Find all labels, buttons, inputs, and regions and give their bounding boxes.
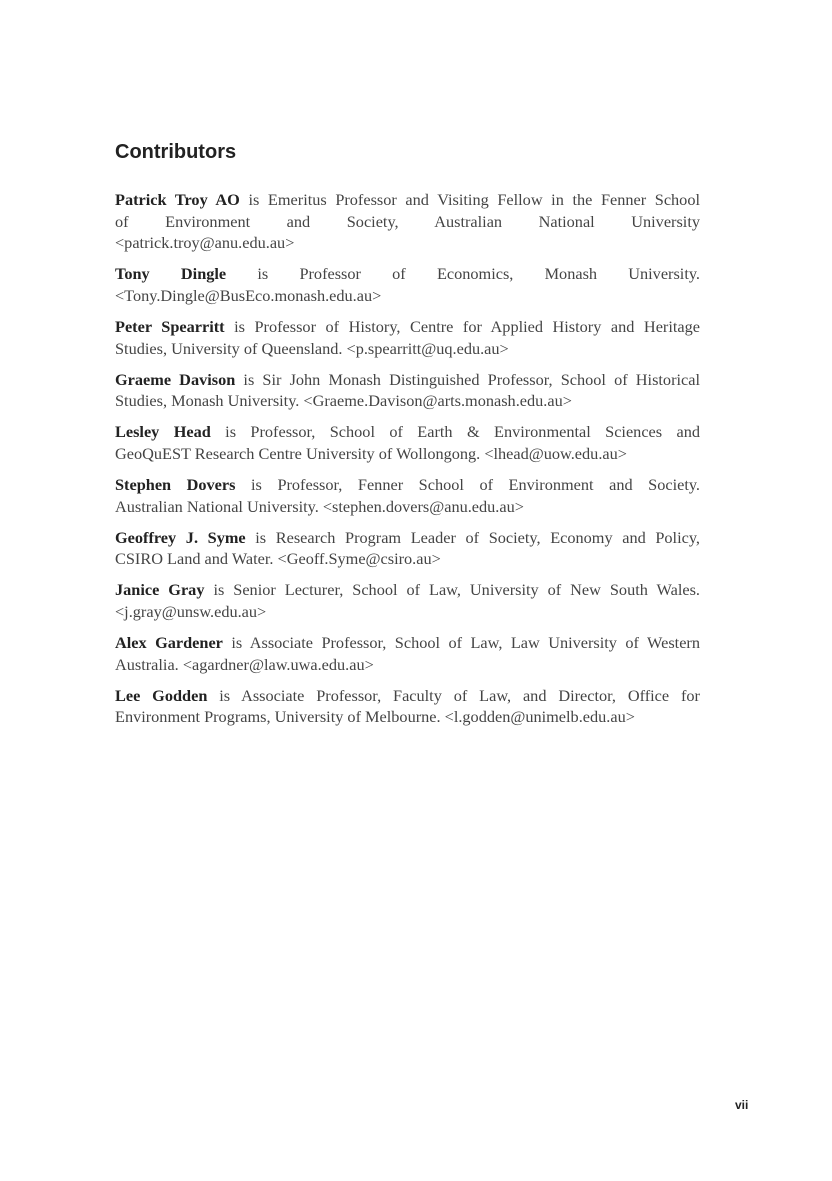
contributor-line	[115, 632, 700, 654]
contributor-name: Janice Gray	[115, 580, 205, 600]
contributor-line	[115, 685, 700, 707]
contributor-line	[115, 601, 700, 623]
contributor-text: <patrick.troy@anu.edu.au>	[115, 233, 295, 253]
contributor-name: Stephen Dovers	[115, 475, 236, 495]
contributor-entry	[115, 579, 700, 622]
page-title: Contributors	[115, 141, 237, 163]
contributor-name: Alex Gardener	[115, 633, 223, 653]
contributor-text: Environment Programs, University of Melbourne. <l.godden@unimelb.edu.au>	[115, 707, 635, 727]
contributor-text: Studies, University of Queensland. <p.spearritt@uq.edu.au>	[115, 338, 509, 358]
contributor-text: is Professor, School of Earth & Environmental Sciences and	[210, 422, 700, 442]
contributor-text: is Professor of History, Centre for Applied History and Heritage	[224, 316, 700, 336]
contributor-line	[115, 285, 700, 307]
contributor-line	[115, 316, 700, 338]
contributor-entry	[115, 263, 700, 306]
contributor-text: is Senior Lecturer, School of Law, University of New South Wales.	[204, 580, 700, 600]
contributor-name: Lesley Head	[115, 422, 211, 442]
contributor-text: Australia. <agardner@law.uwa.edu.au>	[115, 654, 374, 674]
contributor-text: is Research Program Leader of Society, Economy and Policy,	[245, 527, 700, 547]
contributor-entry	[115, 527, 700, 570]
contributor-text: is Associate Professor, Faculty of Law, and Director, Office for	[207, 685, 700, 705]
contributor-name: Geoffrey J. Syme	[115, 527, 246, 547]
contributor-line	[115, 443, 700, 465]
contributor-name: Patrick Troy AO	[115, 190, 240, 209]
contributor-name: Peter Spearritt	[115, 316, 225, 336]
contributor-text: is Professor of Economics, Monash University.	[226, 264, 701, 284]
contributor-entry	[115, 685, 700, 728]
contributor-text: is Emeritus Professor and Visiting Fellow in the Fenner School	[239, 190, 700, 209]
contributor-line	[115, 338, 700, 360]
contributor-text: GeoQuEST Research Centre University of Wollongong. <lhead@uow.edu.au>	[115, 443, 627, 463]
contributor-text: is Professor, Fenner School of Environment and Society.	[235, 475, 701, 495]
contributor-line	[115, 189, 700, 211]
contributor-text: Australian National University. <stephen.dovers@anu.edu.au>	[115, 496, 524, 516]
contributor-line	[115, 496, 700, 518]
contributor-text: <Tony.Dingle@BusEco.monash.edu.au>	[115, 285, 382, 305]
contributor-text: CSIRO Land and Water. <Geoff.Syme@csiro.au>	[115, 549, 441, 569]
contributor-name: Lee Godden	[115, 685, 208, 705]
contributor-name: Tony Dingle	[115, 264, 227, 284]
contributor-line	[115, 579, 700, 601]
contributor-text: is Associate Professor, School of Law, Law University of Western	[222, 633, 700, 653]
contributor-line	[115, 548, 700, 570]
contributor-line	[115, 369, 700, 391]
contributor-line	[115, 421, 700, 443]
contributor-entry	[115, 421, 700, 464]
contributor-name: Graeme Davison	[115, 369, 236, 389]
page-number: vii	[735, 1098, 749, 1112]
contributor-line	[115, 390, 700, 412]
contributor-entry	[115, 316, 700, 359]
contributor-entry	[115, 474, 700, 517]
contributor-line	[115, 527, 700, 549]
contributor-entry	[115, 632, 700, 675]
contributor-line	[115, 474, 700, 496]
contributor-line	[115, 263, 700, 285]
contributor-entry	[115, 369, 700, 412]
contributor-line	[115, 211, 700, 233]
contributor-text: Studies, Monash University. <Graeme.Davison@arts.monash.edu.au>	[115, 391, 572, 411]
contributor-line	[115, 706, 700, 728]
contributor-text: of Environment and Society, Australian National University	[115, 211, 700, 231]
contributor-text: is Sir John Monash Distinguished Professor, School of Historical	[235, 369, 700, 389]
contributor-entry	[115, 189, 700, 254]
contributors-list	[115, 189, 700, 737]
contributor-line	[115, 232, 700, 254]
contributor-text: <j.gray@unsw.edu.au>	[115, 602, 267, 621]
contributor-line	[115, 654, 700, 676]
